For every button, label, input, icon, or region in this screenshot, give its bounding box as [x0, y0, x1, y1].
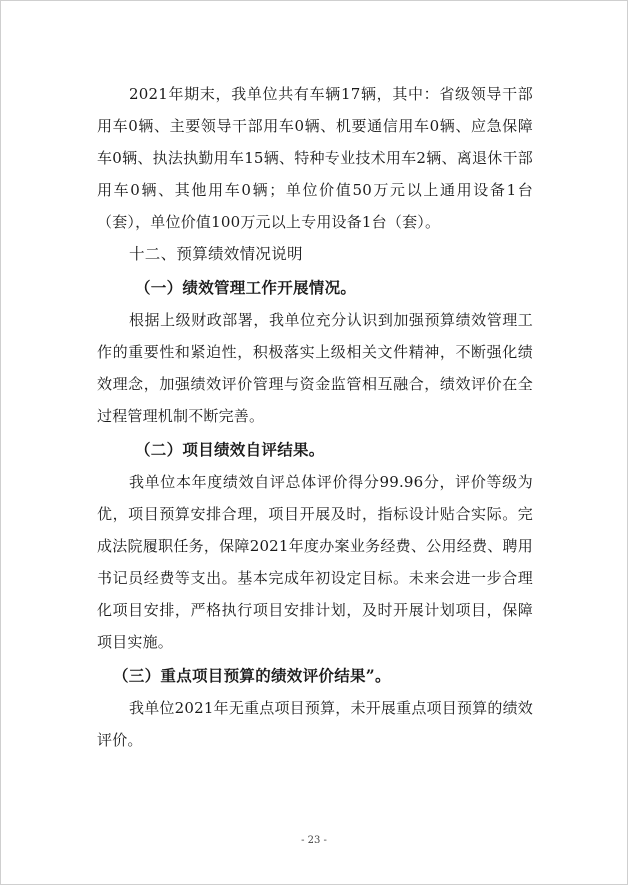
page-number: - 23 - [301, 835, 327, 846]
subsection-3-paragraph: 我单位2021年无重点项目预算，未开展重点项目预算的绩效评价。 [97, 699, 533, 749]
document-body [97, 78, 533, 756]
subsection-1-heading: （一）绩效管理工作开展情况。 [135, 278, 357, 297]
subsection-2-heading: （二）项目绩效自评结果。 [135, 440, 325, 459]
subsection-1-paragraph: 根据上级财政部署，我单位充分认识到加强预算绩效管理工作的重要性和紧迫性，积极落实上级相关文件精神，不断强化绩效理念，加强绩效评价管理与资金监管相互融合，绩效评价在全过程管理机制不断完善。 [97, 311, 533, 425]
vehicles-paragraph: 2021年期末，我单位共有车辆17辆，其中：省级领导干部用车0辆、主要领导干部用车0辆、机要通信用车0辆、应急保障车0辆、执法执勤用车15辆、特种专业技术用车2辆、离退休干部用车0辆、其他用车0辆；单位价值50万元以上通用设备1台（套），单位价值100万元以上专用设备1台（套）。 [97, 85, 533, 231]
subsection-2-paragraph: 我单位本年度绩效自评总体评价得分99.96分，评价等级为优，项目预算安排合理，项目开展及时，指标设计贴合实际。完成法院履职任务，保障2021年度办案业务经费、公用经费、聘用书记员经费等支出。基本完成年初设定目标。未来会进一步合理化项目安排，严格执行项目安排计划，及时开展计划项目，保障项目实施。 [97, 473, 533, 651]
subsection-3-heading: （三）重点项目预算的绩效评价结果”。 [113, 666, 391, 685]
section-12-heading: 十二、预算绩效情况说明 [129, 245, 303, 263]
